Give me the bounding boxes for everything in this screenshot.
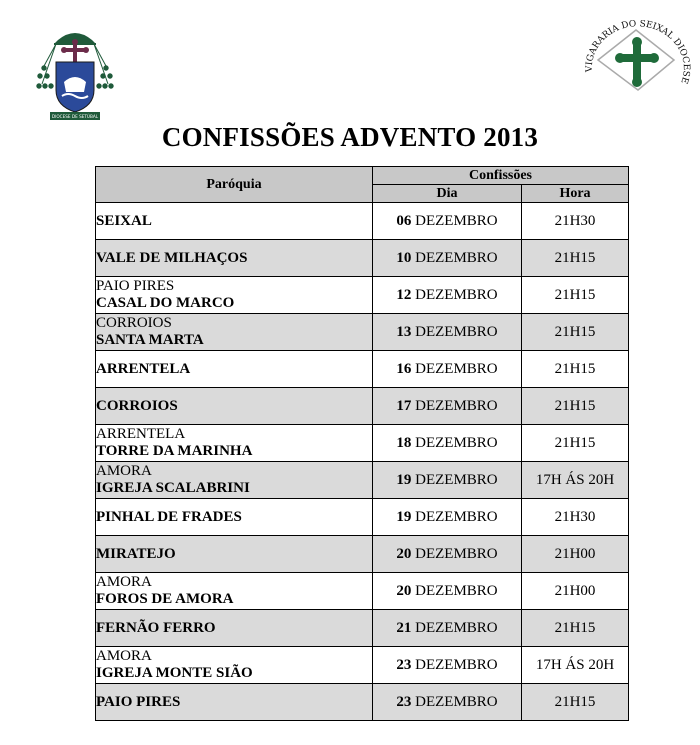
parish-name: IGREJA MONTE SIÃO [96,665,253,681]
table-row [96,573,629,610]
time-cell: 17H ÁS 20H [522,462,629,499]
month: DEZEMBRO [415,656,498,673]
parish-area: CORROIOS [96,315,172,331]
parish-area: AMORA [96,463,152,479]
day-cell [373,499,522,536]
table-row [96,499,629,536]
day-number: 13 [396,323,412,340]
parish-cell [96,351,373,388]
time-cell: 21H15 [522,425,629,462]
header-day: Dia [373,185,522,203]
diocese-coat-of-arms-logo [36,26,114,122]
day-cell [373,536,522,573]
time-cell: 21H15 [522,314,629,351]
day-cell [373,573,522,610]
parish-area: PAIO PIRES [96,278,175,294]
parish-name: SANTA MARTA [96,332,204,348]
time-cell: 17H ÁS 20H [522,647,629,684]
time-cell: 21H15 [522,277,629,314]
header-time: Hora [522,185,629,203]
month: DEZEMBRO [415,619,498,636]
time-cell: 21H15 [522,610,629,647]
day-number: 16 [396,360,412,377]
month: DEZEMBRO [415,434,498,451]
page-title: CONFISSÕES ADVENTO 2013 [161,122,539,152]
month: DEZEMBRO [415,471,498,488]
parish-name: SEIXAL [96,212,152,229]
parish-name: ARRENTELA [96,360,191,377]
parish-cell [96,240,373,277]
parish-name: CASAL DO MARCO [96,295,235,311]
parish-name: TORRE DA MARINHA [96,443,253,459]
day-cell [373,684,522,721]
header-confessions: Confissões [373,167,629,185]
parish-name: FERNÃO FERRO [96,619,216,636]
time-cell: 21H15 [522,684,629,721]
month: DEZEMBRO [415,249,498,266]
day-cell [373,351,522,388]
day-number: 06 [396,212,412,229]
table-row [96,351,629,388]
day-number: 20 [396,582,412,599]
month: DEZEMBRO [415,397,498,414]
parish-name: FOROS DE AMORA [96,591,234,607]
table-row [96,647,629,684]
header-parish: Paróquia [96,167,373,203]
month: DEZEMBRO [415,212,498,229]
day-cell [373,425,522,462]
parish-area: ARRENTELA [96,426,186,442]
day-cell [373,610,522,647]
day-cell [373,388,522,425]
table-row [96,277,629,314]
parish-cell [96,462,373,499]
time-cell: 21H00 [522,536,629,573]
parish-name: MIRATEJO [96,545,176,562]
parish-cell [96,610,373,647]
parish-cell [96,425,373,462]
table-row [96,462,629,499]
parish-area: AMORA [96,574,152,590]
svg-text:VIGARARIA DO SEIXAL DIOCESE DE: VIGARARIA DO SEIXAL DIOCESE [584,20,691,85]
parish-cell [96,203,373,240]
day-cell [373,203,522,240]
table-row [96,203,629,240]
parish-name: VALE DE MILHAÇOS [96,249,248,266]
day-number: 20 [396,545,412,562]
parish-name: IGREJA SCALABRINI [96,480,250,496]
time-cell: 21H30 [522,203,629,240]
time-cell: 21H15 [522,240,629,277]
month: DEZEMBRO [415,508,498,525]
table-row [96,684,629,721]
parish-cell [96,647,373,684]
month: DEZEMBRO [415,582,498,599]
table-row [96,388,629,425]
parish-cell [96,277,373,314]
day-cell [373,314,522,351]
confessions-schedule-table [95,166,629,721]
time-cell: 21H15 [522,351,629,388]
day-number: 18 [396,434,412,451]
time-cell: 21H15 [522,388,629,425]
parish-cell [96,499,373,536]
time-cell: 21H30 [522,499,629,536]
svg-text:DIOCESE DE SETÚBAL: DIOCESE DE SETÚBAL [51,114,99,119]
table-row [96,536,629,573]
table-row [96,425,629,462]
parish-cell [96,314,373,351]
month: DEZEMBRO [415,286,498,303]
day-number: 23 [396,693,412,710]
day-cell [373,647,522,684]
day-number: 10 [396,249,412,266]
parish-cell [96,684,373,721]
day-cell [373,462,522,499]
day-number: 12 [396,286,412,303]
parish-name: PINHAL DE FRADES [96,508,242,525]
parish-cell [96,536,373,573]
day-number: 17 [396,397,412,414]
parish-name: CORROIOS [96,397,178,414]
time-cell: 21H00 [522,573,629,610]
month: DEZEMBRO [415,693,498,710]
parish-area: AMORA [96,648,152,664]
month: DEZEMBRO [415,545,498,562]
parish-cell [96,388,373,425]
day-number: 23 [396,656,412,673]
day-cell [373,277,522,314]
month: DEZEMBRO [415,360,498,377]
month: DEZEMBRO [415,323,498,340]
table-row [96,240,629,277]
day-number: 19 [396,508,412,525]
parish-name: PAIO PIRES [96,693,181,710]
table-row [96,314,629,351]
day-cell [373,240,522,277]
vigararia-do-seixal-logo [578,20,698,124]
day-number: 19 [396,471,412,488]
parish-cell [96,573,373,610]
day-number: 21 [396,619,412,636]
table-row [96,610,629,647]
